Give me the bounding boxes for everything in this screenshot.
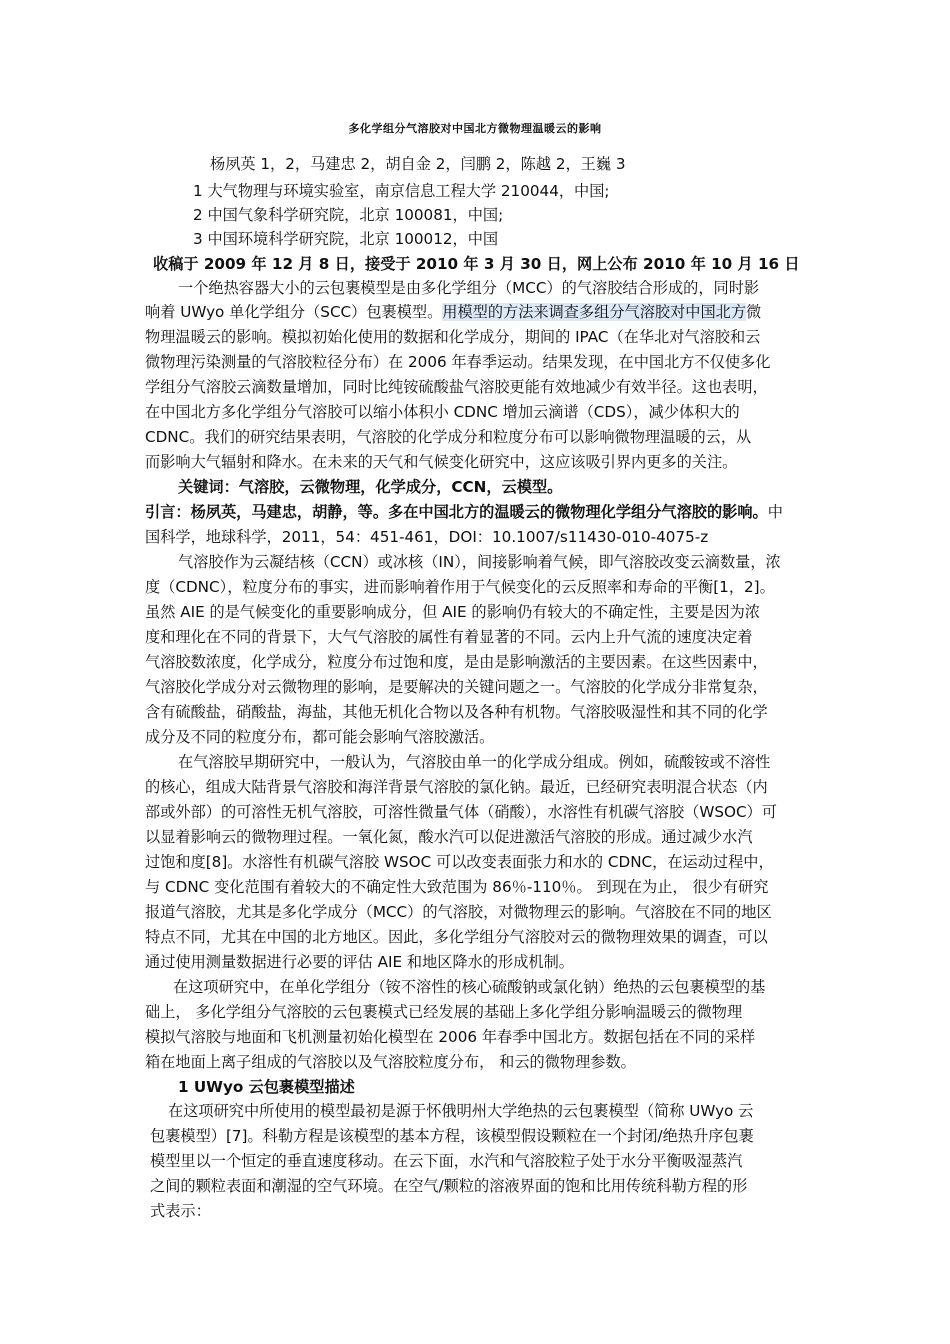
intro-p2-line-9: 通过使用测量数据进行必要的评估 AIE 和地区降水的形成机制。: [145, 953, 574, 971]
affiliation-1: 1 大气物理与环境实验室，南京信息工程大学 210044，中国;: [193, 182, 610, 200]
intro-p1-line-5: 气溶胶数浓度，化学成分，粒度分布过饱和度，是由是影响激活的主要因素。在这些因素中，: [145, 653, 768, 671]
abstract-line-2: [145, 302, 761, 322]
affiliation-3: 3 中国环境科学研究院，北京 100012，中国: [193, 230, 499, 248]
intro-p3-line-2: 础上， 多化学组分气溶胶的云包裹模式已经发展的基础上多化学组分影响温暖云的微物理: [145, 1003, 743, 1021]
intro-p3-line-3: 模拟气溶胶与地面和飞机测量初始化模型在 2006 年春季中国北方。数据包括在不同的采样: [145, 1028, 756, 1046]
abstract-line-3: 物理温暖云的影响。模拟初始化使用的数据和化学成分，期间的 IPAC（在华北对气溶胶和云: [145, 328, 761, 346]
abstract-line-8: 而影响大气辐射和降水。在未来的天气和气候变化研究中，这应该吸引界内更多的关注。: [145, 453, 738, 471]
section-1-line-1: 在这项研究中所使用的模型最初是源于怀俄明州大学绝热的云包裹模型（简称 UWyo 云: [168, 1102, 754, 1120]
citation-normal: 中: [767, 503, 783, 521]
intro-p2-line-4: 以显着影响云的微物理过程。一氧化氮，酸水汽可以促进激活气溶胶的形成。通过减少水汽: [145, 828, 753, 846]
citation-line-2: 国科学，地球科学，2011，54：451-461，DOI：10.1007/s11430-010-4075-z: [145, 528, 709, 546]
intro-p2-line-6: 与 CDNC 变化范围有着较大的不确定性大致范围为 86％-110％。 到现在为止， 很少有研究: [145, 878, 769, 896]
section-1-line-4: 之间的颗粒表面和潮湿的空气环境。在空气/颗粒的溶液界面的饱和比用传统科勒方程的形: [150, 1177, 748, 1195]
abstract-line-7: CDNC。我们的研究结果表明，气溶胶的化学成分和粒度分布可以影响微物理温暖的云，从: [145, 428, 752, 446]
abstract-line-4: 微物理污染测量的气溶胶粒径分布）在 2006 年春季运动。结果发现，在中国北方不仅使多化: [145, 353, 771, 371]
intro-p2-line-8: 特点不同，尤其在中国的北方地区。因此，多化学组分气溶胶对云的微物理效果的调查，可以: [145, 928, 768, 946]
intro-p2-line-1: 在气溶胶早期研究中，一般认为，气溶胶由单一的化学成分组成。例如，硫酸铵或不溶性: [178, 753, 771, 771]
intro-p1-line-1: 气溶胶作为云凝结核（CCN）或冰核（IN），间接影响着气候，即气溶胶改变云滴数量，浓: [178, 553, 781, 571]
intro-p1-line-4: 度和理化在不同的背景下，大气气溶胶的属性有着显著的不同。云内上升气流的速度决定着: [145, 628, 753, 646]
section-1-heading: 1 UWyo 云包裹模型描述: [178, 1078, 355, 1096]
abstract-line-5: 学组分气溶胶云滴数量增加，同时比纯铵硫酸盐气溶胶更能有效地减少有效半径。这也表明，: [145, 378, 768, 396]
intro-p1-line-2: 度（CDNC），粒度分布的事实，进而影响着作用于气候变化的云反照率和寿命的平衡[1，2]。: [145, 578, 775, 596]
abstract-line-2c: 微: [746, 303, 762, 321]
paper-title: 多化学组分气溶胶对中国北方微物理温暖云的影响: [348, 122, 602, 135]
abstract-line-1: 一个绝热容器大小的云包裹模型是由多化学组分（MCC）的气溶胶结合形成的，同时影: [178, 279, 760, 297]
section-1-line-5: 式表示：: [150, 1202, 211, 1220]
intro-p2-line-7: 报道气溶胶，尤其是多化学成分（MCC）的气溶胶，对微物理云的影响。气溶胶在不同的地区: [145, 903, 772, 921]
citation-line-1: [145, 502, 783, 522]
abstract-highlight: 用模型的方法来调查多组分气溶胶对中国北方: [442, 303, 747, 321]
received-dates: 收稿于 2009 年 12 月 8 日，接受于 2010 年 3 月 30 日，网上公布 2010 年 10 月 16 日: [153, 255, 800, 273]
intro-p1-line-7: 含有硫酸盐，硝酸盐，海盐，其他无机化合物以及各种有机物。气溶胶吸湿性和其不同的化学: [145, 703, 768, 721]
abstract-line-6: 在中国北方多化学组分气溶胶可以缩小体积小 CDNC 增加云滴谱（CDS），减少体积大的: [145, 403, 740, 421]
intro-p1-line-6: 气溶胶化学成分对云微物理的影响，是要解决的关键问题之一。气溶胶的化学成分非常复杂，: [145, 678, 768, 696]
authors-line: 杨夙英 1，2，马建忠 2，胡自金 2，闫鹏 2，陈越 2，王巍 3: [210, 155, 626, 173]
intro-p3-line-1: 在这项研究中，在单化学组分（铵不溶性的核心硫酸钠或氯化钠）绝热的云包裹模型的基: [173, 978, 766, 996]
keywords: 关键词：气溶胶，云微物理，化学成分，CCN，云模型。: [178, 478, 563, 496]
section-1-line-3: 模型里以一个恒定的垂直速度移动。在云下面，水汽和气溶胶粒子处于水分平衡吸湿蒸汽: [150, 1152, 743, 1170]
abstract-line-2a: 响着 UWyo 单化学组分（SCC）包裹模型。: [145, 303, 443, 321]
intro-p1-line-8: 成分及不同的粒度分布，都可能会影响气溶胶激活。: [145, 728, 495, 746]
section-1-line-2: 包裹模型）[7]。科勒方程是该模型的基本方程，该模型假设颗粒在一个封闭/绝热升序包裹: [150, 1127, 754, 1145]
affiliation-2: 2 中国气象科学研究院，北京 100081，中国;: [193, 206, 504, 224]
intro-p2-line-3: 部或外部）的可溶性无机气溶胶，可溶性微量气体（硝酸），水溶性有机碳气溶胶（WSOC）可: [145, 803, 777, 821]
intro-p3-line-4: 箱在地面上离子组成的气溶胶以及气溶胶粒度分布， 和云的微物理参数。: [145, 1053, 636, 1071]
intro-p1-line-3: 虽然 AIE 的是气候变化的重要影响成分，但 AIE 的影响仍有较大的不确定性，主要是因为浓: [145, 603, 760, 621]
intro-p2-line-2: 的核心，组成大陆背景气溶胶和海洋背景气溶胶的氯化钠。最近，已经研究表明混合状态（内: [145, 778, 768, 796]
intro-p2-line-5: 过饱和度[8]。水溶性有机碳气溶胶 WSOC 可以改变表面张力和水的 CDNC，在运动过程中，: [145, 853, 774, 871]
citation-bold: 引言：杨夙英，马建忠，胡静，等。多在中国北方的温暖云的微物理化学组分气溶胶的影响。: [145, 503, 768, 521]
